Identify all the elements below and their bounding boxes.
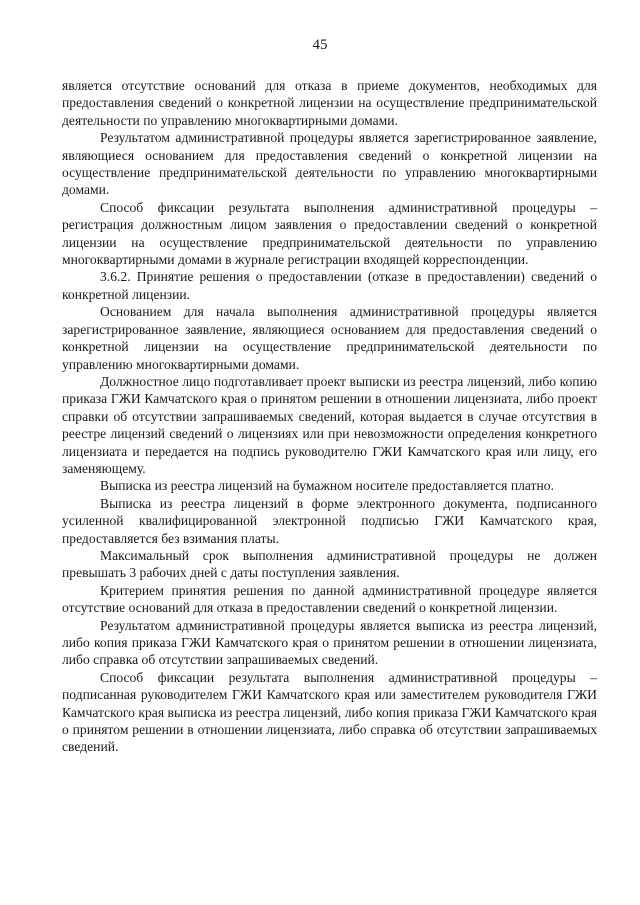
section-heading-3-6-2: 3.6.2. Принятие решения о предоставлении (отказе в предоставлении) сведений о конкретной лицензии. xyxy=(62,269,597,302)
paragraph-result: Результатом административной процедуры является зарегистрированное заявление, являющиеся основанием для предоставления сведений о конкретной лицензии на осуществление предпринимательской деятельности по управлению многоквартирными домами. xyxy=(62,130,597,198)
page-number: 45 xyxy=(312,37,328,53)
paragraph-fixation-method: Способ фиксации результата выполнения административной процедуры – регистрация должностным лицом заявления о предоставлении сведений о конкретной лицензии на осуществление предпринимательской деятельности по управлению многоквартирными домами в журнале регистрации входящей корреспонденции. xyxy=(62,199,597,268)
paragraph-electronic-extract: Выписка из реестра лицензий в форме электронного документа, подписанного усиленной квалифицированной электронной подписью ГЖИ Камчатского края, предоставляется без взимания платы. xyxy=(62,495,597,546)
paragraph-max-term: Максимальный срок выполнения административной процедуры не должен превышать 3 рабочих дней с даты поступления заявления. xyxy=(62,547,597,581)
paragraph-paper-extract: Выписка из реестра лицензий на бумажном носителе предоставляется платно. xyxy=(100,478,554,494)
paragraph-criterion: Критерием принятия решения по данной административной процедуре является отсутствие оснований для отказа в предоставлении сведений о конкретной лицензии. xyxy=(62,582,597,616)
paragraph-continued: является отсутствие оснований для отказа в приеме документов, необходимых для предоставления сведений о конкретной лицензии на осуществление предпринимательской деятельности по управлению многоквартирными домами. xyxy=(62,78,597,128)
paragraph-fixation-method-2: Способ фиксации результата выполнения административной процедуры – подписанная руководителем ГЖИ Камчатского края или заместителем руководителя ГЖИ Камчатского края выписка из реестра лицензий, либо копия приказа ГЖИ Камчатского края о принятом решении в отношении лицензиата, либо справка об отсутствии запрашиваемых сведений. xyxy=(62,669,597,755)
paragraph-result-2: Результатом административной процедуры является выписка из реестра лицензий, либо копия приказа ГЖИ Камчатского края о принятом решении в отношении лицензиата, либо справка об отсутствии запрашиваемых сведений. xyxy=(62,617,597,668)
paragraph-basis: Основанием для начала выполнения административной процедуры является зарегистрированное заявление, являющиеся основанием для предоставления сведений о конкретной лицензии на осуществление предпринимательской деятельности по управлению многоквартирными домами. xyxy=(62,304,597,372)
paragraph-official-prepares: Должностное лицо подготавливает проект выписки из реестра лицензий, либо копию приказа ГЖИ Камчатского края о принятом решении в отношении лицензиата, либо проект справки об отсутствии запрашиваемых сведений, которая выдается в случае отсутствия в реестре лицензий сведений о лицензиях или при невозможности определения конкретного лицензиата и передается на подпись руководителю ГЖИ Камчатского края или лицу, его заменяющему. xyxy=(62,373,597,476)
document-body xyxy=(62,77,597,756)
